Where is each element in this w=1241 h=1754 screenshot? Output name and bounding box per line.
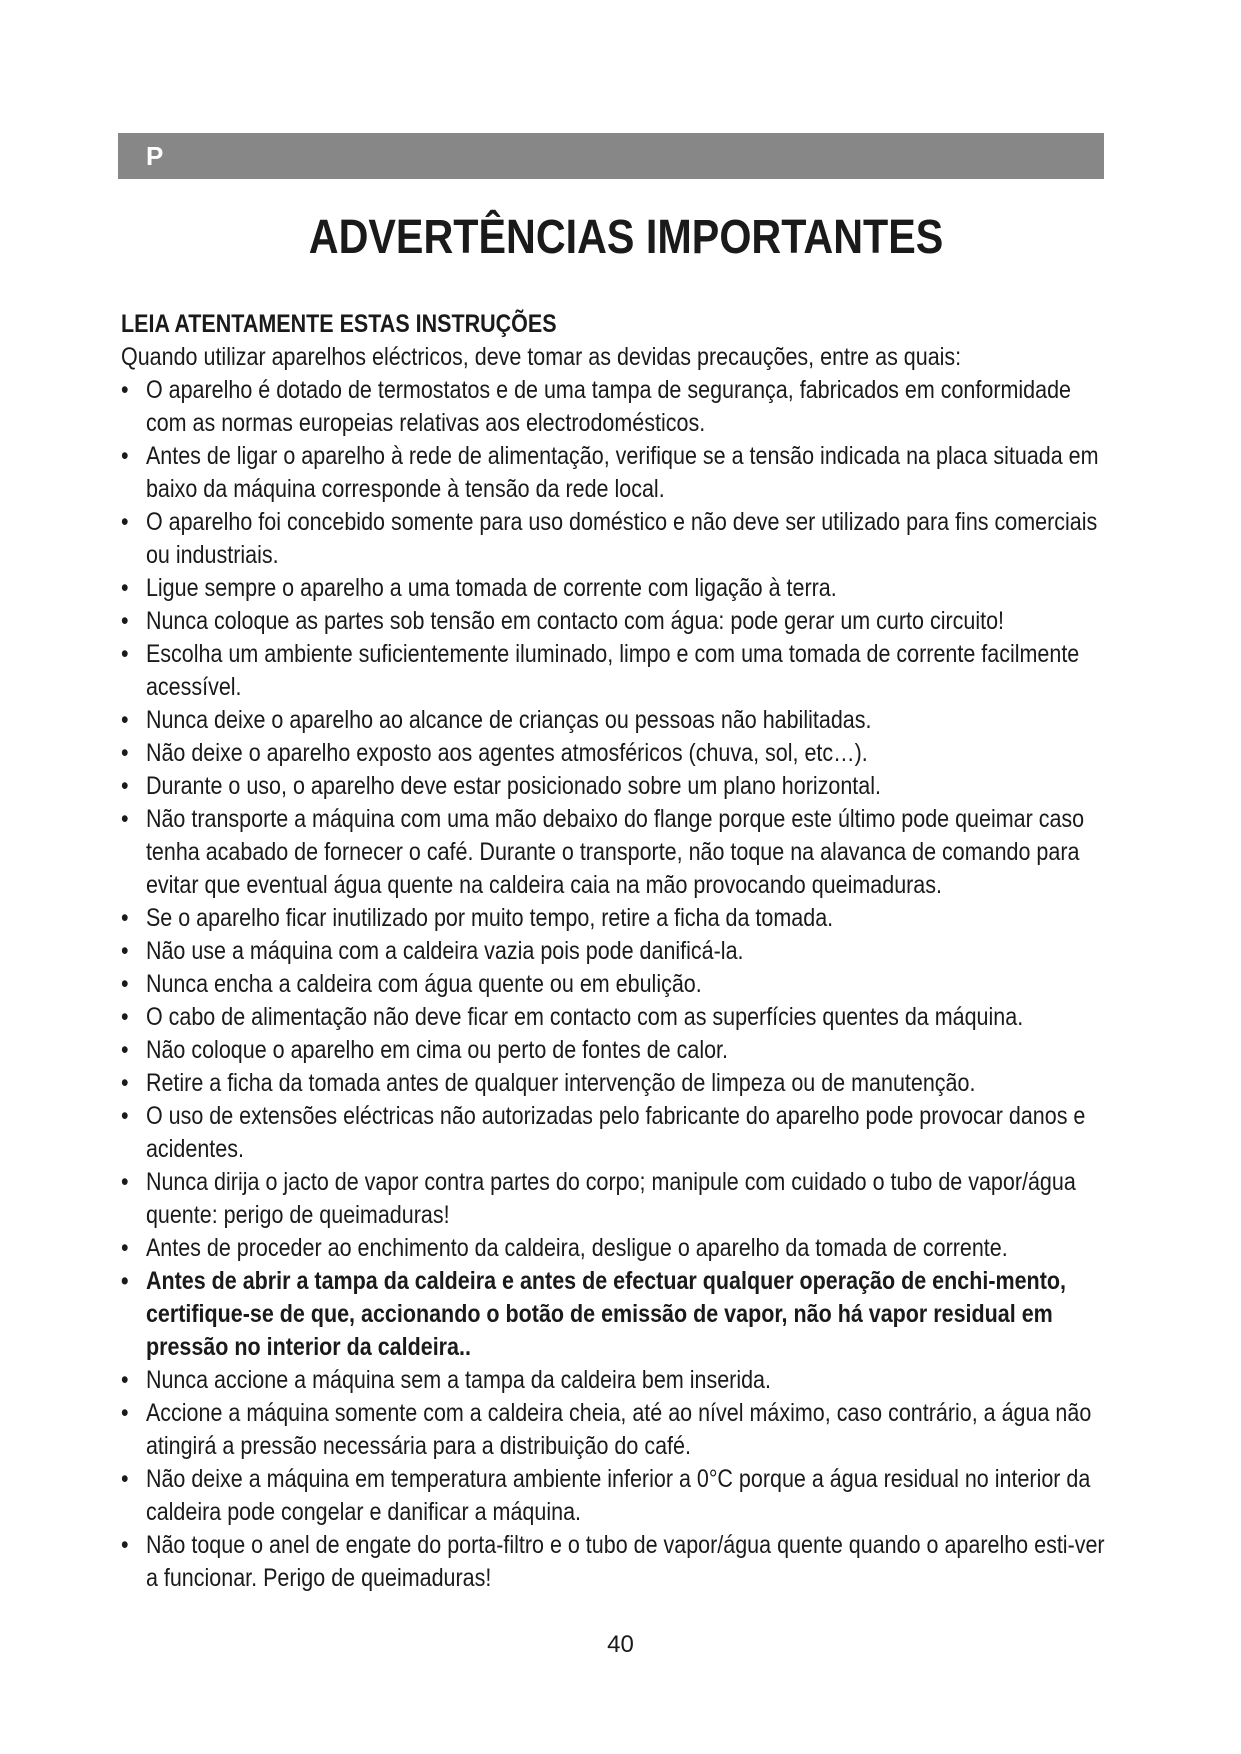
bullet-icon: •: [121, 1069, 129, 1097]
bullet-icon: •: [121, 1234, 129, 1262]
warning-item: [121, 1166, 1106, 1232]
bullet-icon: •: [121, 640, 129, 668]
section-subtitle: LEIA ATENTAMENTE ESTAS INSTRUÇÕES: [121, 310, 557, 338]
intro-text: Quando utilizar aparelhos eléctricos, deve tomar as devidas precauções, entre as quais:: [121, 343, 962, 371]
warning-text: Antes de abrir a tampa da caldeira e antes de efectuar qualquer operação de enchi-mento, certifique-se de que, accionando o botão de emissão de vapor, não há vapor residual em pressão no interior da caldeira..: [145, 1267, 1066, 1361]
warning-item: [121, 1232, 1106, 1265]
warning-item: [121, 374, 1106, 440]
warning-item: [121, 506, 1106, 572]
bullet-icon: •: [121, 508, 129, 536]
warning-text: O cabo de alimentação não deve ficar em contacto com as superfícies quentes da máquina.: [145, 1003, 1024, 1031]
warning-text: Não use a máquina com a caldeira vazia pois pode danificá-la.: [145, 937, 744, 965]
warning-item: [121, 968, 1106, 1001]
warning-item: [121, 1265, 1106, 1364]
warning-text: Nunca deixe o aparelho ao alcance de crianças ou pessoas não habilitadas.: [145, 706, 872, 734]
warning-item: [121, 1001, 1106, 1034]
page-number: 40: [607, 1631, 634, 1658]
warning-item: [121, 638, 1106, 704]
content-body: [121, 308, 1106, 1595]
warning-text: Se o aparelho ficar inutilizado por muito tempo, retire a ficha da tomada.: [145, 904, 834, 932]
warning-item: [121, 1397, 1106, 1463]
warning-item: [121, 737, 1106, 770]
warning-text: Antes de ligar o aparelho à rede de alimentação, verifique se a tensão indicada na placa situada em baixo da máquina corresponde à tensão da rede local.: [145, 442, 1099, 503]
warning-text: Não deixe o aparelho exposto aos agentes atmosféricos (chuva, sol, etc…).: [145, 739, 868, 767]
warning-text: Retire a ficha da tomada antes de qualquer intervenção de limpeza ou de manutenção.: [145, 1069, 976, 1097]
warning-text: Escolha um ambiente suficientemente iluminado, limpo e com uma tomada de corrente facilmente acessível.: [145, 640, 1080, 701]
warning-item: [121, 935, 1106, 968]
warning-item: [121, 572, 1106, 605]
warning-text: O aparelho é dotado de termostatos e de uma tampa de segurança, fabricados em conformidade com as normas europeias relativas aos electrodomésticos.: [145, 376, 1072, 437]
warning-item: [121, 1067, 1106, 1100]
bullet-icon: •: [121, 1531, 129, 1559]
warning-item: [121, 770, 1106, 803]
warning-text: Nunca coloque as partes sob tensão em contacto com água: pode gerar um curto circuito!: [145, 607, 1005, 635]
warning-item: [121, 1529, 1106, 1595]
warning-text: O uso de extensões eléctricas não autorizadas pelo fabricante do aparelho pode provocar danos e acidentes.: [145, 1102, 1086, 1163]
bullet-icon: •: [121, 376, 129, 404]
bullet-icon: •: [121, 1003, 129, 1031]
warnings-list: [121, 374, 1106, 1595]
warning-item: [121, 704, 1106, 737]
warning-item: [121, 902, 1106, 935]
warning-text: Durante o uso, o aparelho deve estar posicionado sobre um plano horizontal.: [145, 772, 881, 800]
language-header-bar: [118, 133, 1104, 179]
bullet-icon: •: [121, 1102, 129, 1130]
page-title: ADVERTÊNCIAS IMPORTANTES: [308, 211, 944, 264]
warning-text: Ligue sempre o aparelho a uma tomada de corrente com ligação à terra.: [145, 574, 837, 602]
warning-text: Nunca accione a máquina sem a tampa da caldeira bem inserida.: [145, 1366, 771, 1394]
bullet-icon: •: [121, 739, 129, 767]
warning-text: Não transporte a máquina com uma mão debaixo do flange porque este último pode queimar caso tenha acabado de fornecer o café. Durante o transporte, não toque na alavanca de comando para evitar que eventual água quente na caldeira caia na mão provocando queimaduras.: [145, 805, 1085, 899]
bullet-icon: •: [121, 772, 129, 800]
warning-text: Nunca encha a caldeira com água quente ou em ebulição.: [145, 970, 702, 998]
bullet-icon: •: [121, 442, 129, 470]
warning-text: Não toque o anel de engate do porta-filtro e o tubo de vapor/água quente quando o aparelho esti-ver a funcionar. Perigo de queimaduras!: [145, 1531, 1105, 1592]
warning-item: [121, 1034, 1106, 1067]
bullet-icon: •: [121, 706, 129, 734]
warning-item: [121, 803, 1106, 902]
warning-text: Accione a máquina somente com a caldeira cheia, até ao nível máximo, caso contrário, a água não atingirá a pressão necessária para a distribuição do café.: [145, 1399, 1092, 1460]
warning-item: [121, 1100, 1106, 1166]
bullet-icon: •: [121, 1399, 129, 1427]
warning-text: Não deixe a máquina em temperatura ambiente inferior a 0°C porque a água residual no interior da caldeira pode congelar e danificar a máquina.: [145, 1465, 1091, 1526]
bullet-icon: •: [121, 1465, 129, 1493]
bullet-icon: •: [121, 1168, 129, 1196]
warning-item: [121, 1463, 1106, 1529]
language-code: P: [146, 141, 164, 171]
bullet-icon: •: [121, 805, 129, 833]
bullet-icon: •: [121, 1267, 129, 1295]
bullet-icon: •: [121, 937, 129, 965]
bullet-icon: •: [121, 904, 129, 932]
bullet-icon: •: [121, 574, 129, 602]
warning-text: Não coloque o aparelho em cima ou perto de fontes de calor.: [145, 1036, 729, 1064]
warning-item: [121, 440, 1106, 506]
warning-item: [121, 1364, 1106, 1397]
bullet-icon: •: [121, 1036, 129, 1064]
warning-text: O aparelho foi concebido somente para uso doméstico e não deve ser utilizado para fins comerciais ou industriais.: [145, 508, 1098, 569]
bullet-icon: •: [121, 607, 129, 635]
bullet-icon: •: [121, 1366, 129, 1394]
warning-item: [121, 605, 1106, 638]
warning-text: Antes de proceder ao enchimento da caldeira, desligue o aparelho da tomada de corrente.: [145, 1234, 1008, 1262]
bullet-icon: •: [121, 970, 129, 998]
warning-text: Nunca dirija o jacto de vapor contra partes do corpo; manipule com cuidado o tubo de vapor/água quente: perigo de queimaduras!: [145, 1168, 1076, 1229]
